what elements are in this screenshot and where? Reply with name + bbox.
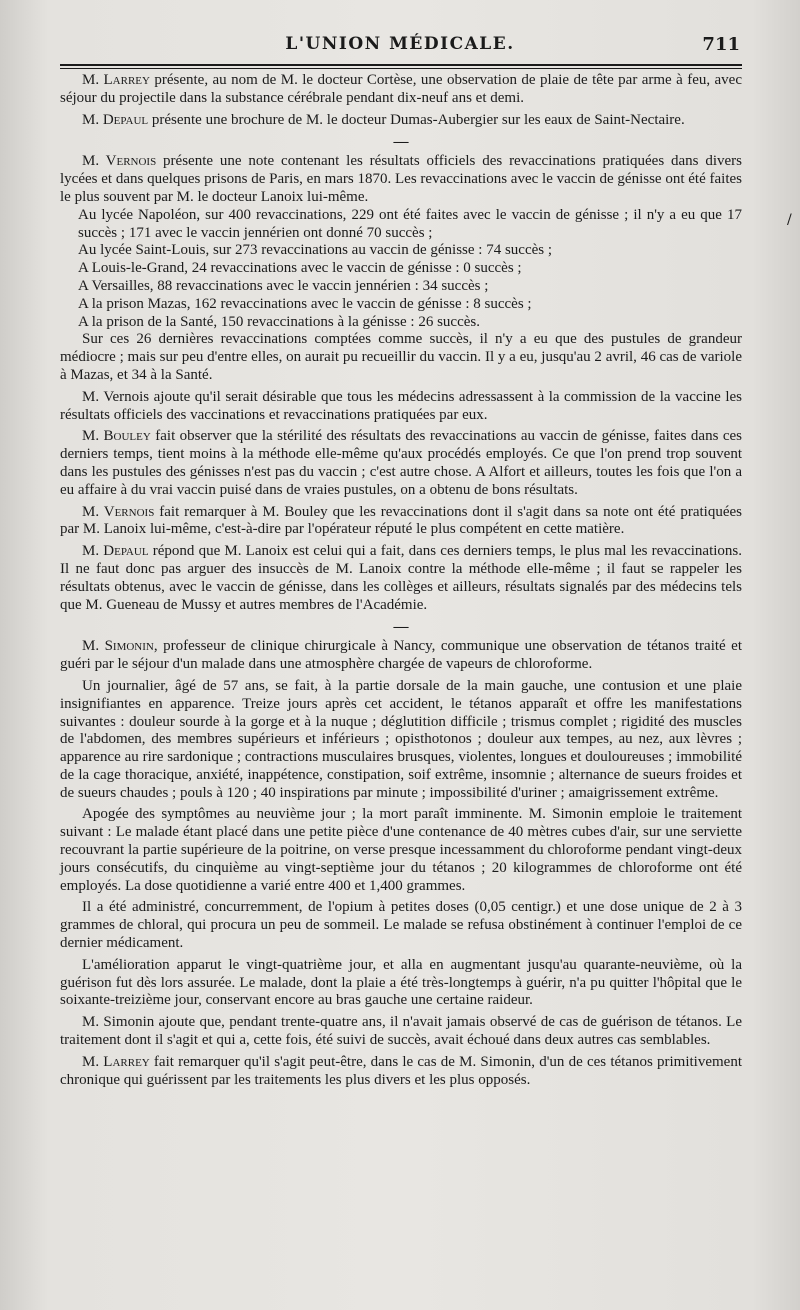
paragraph-bouley [60,428,742,499]
paragraph-text: répond que M. Lanoix est celui qui a fait, dans ces derniers temps, le plus mal les revaccinations. Il ne faut donc pas arguer des insuccès de M. Lanoix contre la méthode elle-même ; il faut se rappeler les résultats obtenus, avec le vaccin de génisse, dans les collèges et ailleurs, résultats signalés par des médecins tels que M. Gueneau de Mussy et autres membres de l'Académie. [60,543,742,613]
speaker-name: M. Bouley [82,428,151,445]
speaker-name: M. Larrey [82,1053,150,1070]
paragraph-case-description: Un journalier, âgé de 57 ans, se fait, à la partie dorsale de la main gauche, une contusion et une plaie insignifiantes en apparence. Treize jours après cet accident, le tétanos apparaît et offre les manifestations suivantes : douleur sourde à la gorge et à la nuque ; déglutition difficile ; trismus complet ; rigidité des muscles de l'abdomen, des membres supérieurs et inférieurs ; opisthotonos ; douleur aux tempes, au nez, aux lèvres ; apparence au rire sardonique ; contractions musculaires brusques, violentes, longues et douloureuses ; immobilité de la cage thoracique, anxiété, inappétence, constipation, soif extrême, insomnie ; alternance de sueurs froides et de sueurs chaudes ; pouls à 120 ; 40 inspirations par minute ; impossibilité d'uriner ; amaigrissement extrême. [60,677,742,801]
list-item: A Versailles, 88 revaccinations avec le vaccin jennérien : 34 succès ; [78,277,489,294]
paragraph-improvement: L'amélioration apparut le vingt-quatrième jour, et alla en augmentant jusqu'au quarante-neuvième, où la guérison fut dès lors assurée. Le malade, dont la plaie a été très-longtemps à guérir, n'a pu quitter l'hôpital que le soixante-treizième jour, conservant encore au bras gauche une certaine raideur. [60,956,742,1009]
speaker-name: M. Vernois [82,153,157,170]
paragraph-depaul-reply [60,543,742,614]
running-title: L'UNION MÉDICALE. [285,34,515,54]
list-item: Au lycée Napoléon, sur 400 revaccinations, 229 ont été faites avec le vaccin de génisse ; il n'y a eu que 17 succès ; 171 avec le vaccin jennérien ont donné 70 succès ; [78,206,742,241]
paragraph-larrey-remark [60,1054,742,1090]
paragraph-simonin [60,638,742,674]
paragraph-vernois-note [60,153,742,206]
paragraph-depaul-brochure [60,112,742,130]
paragraph-text: fait remarquer qu'il s'agit peut-être, dans le cas de M. Simonin, d'un de ces tétanos primitivement chronique qui guérissent par les traitements les plus divers et les plus opposés. [60,1053,742,1088]
section-separator: — [393,134,409,151]
speaker-name: M. Vernois [82,503,155,520]
paragraph-text: , professeur de clinique chirurgicale à Nancy, communique une observation de tétanos traité et guéri par le séjour d'un malade dans une atmosphère chargée de vapeurs de chloroforme. [60,638,742,673]
paragraph-opium-chloral: Il a été administré, concurremment, de l'opium à petites doses (0,05 centigr.) et une dose unique de 2 à 3 grammes de chloral, qui procura un peu de sommeil. Le malade se refusa obstinément à continuer l'emploi de ce dernier médicament. [60,899,742,952]
page-body [60,72,742,1089]
paragraph-text: présente une brochure de M. le docteur Dumas-Aubergier sur les eaux de Saint-Nectaire. [148,111,685,128]
page-number: 711 [702,34,740,55]
paragraph-treatment: Apogée des symptômes au neuvième jour ; la mort paraît imminente. M. Simonin emploie le traitement suivant : Le malade étant placé dans une petite pièce d'une contenance de 40 mètres cubes d'air, sur une serviette recouvrant la partie supérieure de la poitrine, on verse presque incessamment du chloroforme pendant vingt-deux jours consécutifs, du cinquième au vingt-septième jour du tétanos ; 20 kilogrammes de chloroforme ont été employés. La dose quotidienne a varié entre 400 et 1,400 grammes. [60,806,742,894]
list-item: Au lycée Saint-Louis, sur 273 revaccinations au vaccin de génisse : 74 succès ; [78,242,553,259]
margin-mark: / [787,212,792,228]
speaker-name: M. Larrey [82,72,150,88]
paragraph-text: présente, au nom de M. le docteur Cortèse, une observation de plaie de tête par arme à feu, avec séjour du projectile dans la substance cérébrale pendant dix-neuf ans et demi. [60,72,742,106]
paragraph-text: fait observer que la stérilité des résultats des revaccinations au vaccin de génisse, faites dans ces derniers temps, tient moins à la méthode elle-même qu'aux procédés employés. Ce que l'on prend trop souvent dans les pustules des génisses n'est pas du vaccin ; c'est autre chose. A Alfort et ailleurs, toutes les fois que l'on a eu affaire à du vrai vaccin puisé dans de vraies pustules, on a obtenu de bons résultats. [60,428,742,498]
list-item: A Louis-le-Grand, 24 revaccinations avec le vaccin de génisse : 0 succès ; [78,260,522,277]
header-rule [60,64,742,66]
list-item: A la prison de la Santé, 150 revaccinations à la génisse : 26 succès. [78,313,480,330]
paragraph-text: fait remarquer à M. Bouley que les revaccinations dont il s'agit dans sa note ont été pratiquées par M. Lanoix lui-même, c'est-à-dire par l'opérateur réputé le plus compétent en cette matière. [60,503,742,538]
list-item: A la prison Mazas, 162 revaccinations avec le vaccin de génisse : 8 succès ; [78,295,532,312]
paragraph-last-results: Sur ces 26 dernières revaccinations comptées comme succès, il n'y a eu que des pustules de grandeur médiocre ; mais sur peu d'entre elles, on aurait pu recueillir du vaccin. Il y a eu, jusqu'au 2 avril, 46 cas de variole à Mazas, et 34 à la Santé. [60,331,742,383]
revaccination-results-list [60,207,742,332]
header-rule-thin [60,68,742,69]
paragraph-vernois-reply [60,504,742,540]
section-separator: — [393,619,409,636]
paragraph-text: présente une note contenant les résultats officiels des revaccinations pratiquées dans divers lycées et dans quelques prisons de Paris, en mars 1870. Les revaccinations avec le vaccin de génisse ont été faites le plus souvent par M. le docteur Lanoix lui-même. [60,153,743,205]
speaker-name: M. Simonin [82,638,154,655]
paragraph-simonin-adds: M. Simonin ajoute que, pendant trente-quatre ans, il n'avait jamais observé de cas de guérison de tétanos. Le traitement dont il s'agit et qui a, cette fois, été suivi de succès, avait échoué dans deux autres cas semblables. [60,1014,742,1049]
paragraph-larrey-presentation [60,72,742,108]
paragraph-vernois-adds: M. Vernois ajoute qu'il serait désirable que tous les médecins adressassent à la commission de la vaccine les résultats officiels des vaccinations et revaccinations pratiquées par eux. [60,388,742,423]
speaker-name: M. Depaul [82,111,149,128]
page-header [60,34,740,62]
speaker-name: M. Depaul [82,543,149,560]
